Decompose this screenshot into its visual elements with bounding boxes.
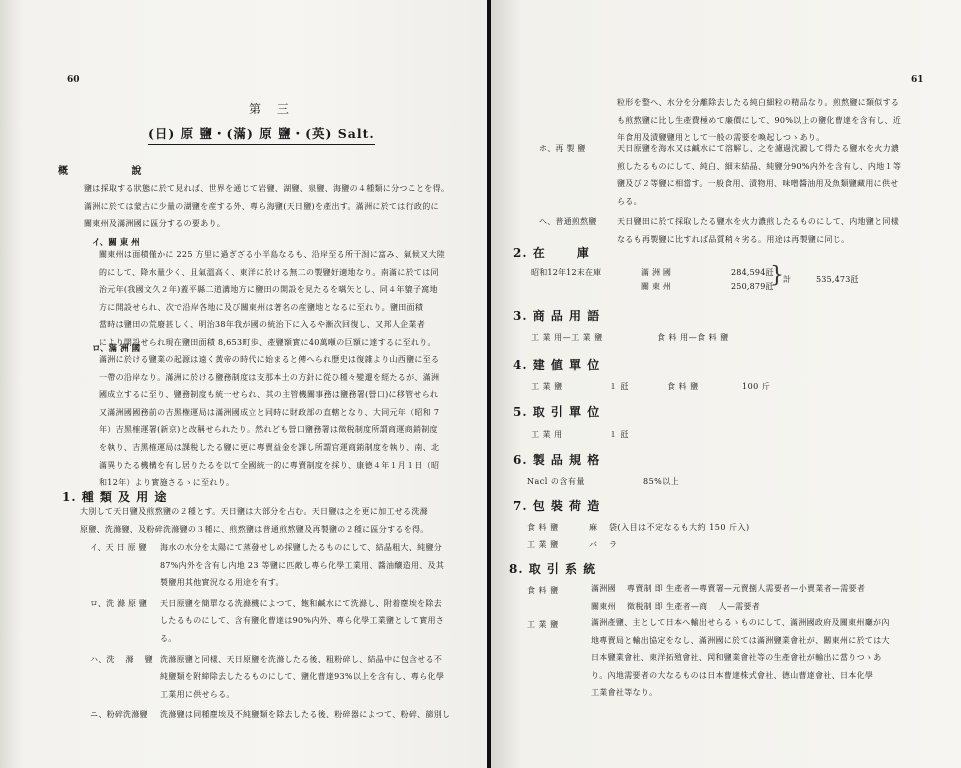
text-line: 地專賣局と輸出協定をなし、滿洲國に於ては滿洲鹽業會社が、關東州に於ては大 [591, 635, 890, 645]
type-label: ホ、再 製 鹽 [539, 144, 586, 153]
text-line: 87%内外を含有し内地 23 等鹽に匹敵し專ら化學工業用、醬油釀造用、及其 [160, 560, 445, 570]
intro-paragraph [84, 180, 482, 233]
type-description [160, 539, 482, 592]
text-line: 天日原鹽を海水又は鹹水にて溶解し、之を濾過沈澱して得たる鹽水を火力濃 [617, 144, 900, 153]
type-label: ヘ、普通煎熬鹽 [539, 217, 597, 227]
text-line: 原鹽、洗滌鹽、及粉碎洗滌鹽の３種に、煎熬鹽は普通煎熬鹽及再製鹽の２種に區分するを得。 [80, 524, 429, 534]
channel-food-text [591, 580, 951, 615]
text-line: 滿洲國 專賣制 即 生產者—專賣署—元賣捌人需要者—小賣業者—需要者 [591, 584, 866, 593]
text-line: 年食用及漬鹽鹽用として一般の需要を喚起しつゝあり。 [617, 133, 825, 143]
section-title-3: 3. 商 品 用 語 [513, 309, 601, 323]
type-description [617, 213, 947, 248]
text-line: 年）吉黑榷運署(新京)と改稱せられたり。然れども營口鹽務署は徵税制度所謂商運商銷制度 [99, 425, 438, 435]
stock-date: 昭和12年12末在庫 [531, 268, 602, 277]
text-line: したるものにして、含有鹽化曹達は90%内外、專ら化學工業鹽として實用さ [160, 616, 445, 626]
text-line: る。 [160, 633, 177, 643]
section-title-7: 7. 包 裝 荷 造 [513, 499, 601, 513]
text-line: 洗滌原鹽と同樣、天日原鹽を洗滌したる後、粗粉碎し、結晶中に包含せる不 [160, 654, 443, 664]
subheading-manshu: ロ、滿 洲 國 [92, 344, 141, 354]
stock-total-value: 535,473瓩 [816, 275, 859, 284]
text-line: 工業會社等なり。 [591, 688, 658, 698]
chapter-heading: 第 三 [249, 102, 295, 116]
price-unit-label: 食 料 鹽 [667, 382, 699, 391]
channel-food-label: 食 料 鹽 [527, 586, 559, 595]
section-heading-overview: 概 說 [58, 166, 172, 177]
continued-paragraph [617, 94, 947, 147]
spec-label: Nacl の含有量 [527, 477, 585, 486]
packing-text: バ ラ [589, 540, 618, 549]
text-line: 滿洲に於ける鹽業の起源は遠く黃帝の時代に始まると傳へられ歷史は復雜より山西鹽に至る [99, 355, 440, 364]
text-line: 滿異りたる機構を有し居りたるを以て全國統一的に專賣制度を採り、康德４年１月１日（昭 [99, 460, 440, 470]
stock-row-value: 250,879瓩 [731, 282, 774, 291]
text-line: 關東州は面積僅かに 225 方里に過ぎざる小半島なるも、沿岸至る所干潟に富み、氣候又大陸 [99, 250, 446, 259]
section-title-2: 2. 在 庫 [513, 246, 590, 260]
right-page [491, 0, 961, 768]
text-line: 國成立するに至り、鹽務制度も統一せられ、其の主管機關事務は鹽務署(營口)に移管せられ [99, 390, 439, 400]
term-industrial: 工 業 用—工 業 鹽 [531, 333, 603, 342]
text-line: 海水の水分を太陽にて蒸發せしめ採鹽したるものにして、結晶粗大、純鹽分 [160, 543, 443, 552]
text-line: 方に開設せられ、次で沿岸各地に及び關東州は著名の産鹽地となるに至れり。鹽田面積 [99, 302, 424, 312]
price-unit-value: 100 斤 [742, 382, 771, 391]
text-line: 工業用に供せらる。 [160, 689, 235, 699]
type-description [160, 651, 482, 704]
price-unit-label: 工 業 鹽 [531, 382, 563, 391]
section-title-1: 1. 種 類 及 用 途 [62, 490, 168, 504]
section-title-4: 4. 建 値 單 位 [513, 358, 601, 372]
text-line: 的にして、降水量少く、且氣溫高く、東洋に於ける無二の製鹽好適地なり。南滿に於ては同 [99, 267, 439, 277]
text-line: 鹽は採取する狀態に於て見れば、世界を通じて岩鹽、湖鹽、泉鹽、海鹽の４種類に分つことを得。 [84, 184, 450, 193]
text-line: 滿洲に於ては蒙古に少量の湖鹽を産する外、專ら海鹽(天日鹽)を產出す。滿洲に於ては行政的に [84, 201, 439, 211]
type-description [160, 595, 482, 648]
subheading-kanto: イ、關 東 州 [92, 238, 140, 248]
text-line: 一帶の沿岸なり。滿洲に於ける鹽務制度は支那本土の方針に從ひ種々變遷を經たるが、滿洲 [99, 372, 440, 382]
text-line: 當時は鹽田の荒廢甚しく、明治38年我が國の統治下に入るや漸次回復し、又邦人企業者 [99, 320, 426, 330]
type-label: ロ、洗 滌 原 鹽 [90, 598, 148, 608]
section-title-6: 6. 製 品 規 格 [513, 453, 601, 467]
stock-row-value: 284,594瓩 [731, 268, 774, 277]
text-line: なるも再製鹽に比すれば品質稍々劣る。用途は再製鹽に同じ。 [617, 234, 850, 244]
page-number: 61 [911, 75, 924, 85]
section-title-5: 5. 取 引 單 位 [513, 405, 601, 419]
text-line: 關東州及滿洲國に區分するの要あり。 [84, 219, 226, 229]
packing-label: 食 料 鹽 [527, 523, 559, 532]
type-description [160, 706, 482, 724]
packing-label: 工 業 鹽 [527, 540, 559, 549]
text-line: 大別して天日鹽及煎熬鹽の２種とす。天日鹽は大部分を占む。天日鹽は之を更に加工せる洗滌 [80, 507, 428, 516]
type-label: ハ、洗 滌 鹽 [90, 654, 153, 664]
page-number: 60 [67, 75, 80, 85]
text-line: も煎熬鹽に比し生產費極めて廉價にして、90%以上の鹽化曹達を含有し、近 [617, 115, 902, 125]
stock-row-name: 關 東 州 [641, 282, 672, 291]
text-line: 天日鹽田に於て採取したる鹽水を火力濃煎したるものにして、内地鹽と同樣 [617, 217, 900, 227]
text-line: 關東州 徵税制 即 生產者—商 人—需要者 [591, 601, 761, 611]
term-food: 食 料 用—食 料 鹽 [657, 333, 729, 342]
text-line: により開設せられ現在鹽田面積 8,653町歩、產鹽額實に40萬噸の巨額に達するに至れり。 [99, 337, 436, 347]
packing-text: 麻 袋(入目は不定なるも大約 150 斤入) [589, 523, 750, 532]
type-description [617, 140, 947, 210]
text-line: 粒形を整へ、水分を分離除去したる純白細粒の精品なり。煎熬鹽に類似する [617, 98, 900, 107]
section-title-8: 8. 取 引 系 統 [509, 562, 597, 576]
text-line: 天日原鹽を簡單なる洗滌機によつて、飽和鹹水にて洗滌し、附着塵埃を除去 [160, 598, 443, 608]
text-line: 和12年）より實施さるゝに至れり。 [99, 478, 235, 488]
spec-value: 85%以上 [643, 477, 680, 486]
text-line: 日本鹽業會社、東洋拓殖會社、岡和鹽業會社等の生產會社が輸出に當りつゝあ [591, 653, 882, 663]
text-line: 鹽及び２等鹽に相當す。一般食用、漬物用、味噌醬油用及魚類鹽藏用に供せ [617, 179, 899, 189]
text-line: 洗滌鹽は同種塵埃及不純鹽類を除去したる後、粉碎器によつて、粉碎、篩別し [160, 710, 451, 720]
text-line: 滿洲產鹽、主として日本へ輸出せらるゝものにして、滿洲國政府及關東州廳が內 [591, 618, 890, 627]
channel-industrial-text [591, 614, 951, 702]
text-line: 煎したるものにして、純白、細末結晶、純鹽分90%内外を含有し、内地１等 [617, 161, 902, 171]
stock-row-name: 滿 洲 國 [641, 268, 672, 277]
text-line: り。內地需要者の大なるものは日本曹達株式會社、德山曹達會社、日本化學 [591, 670, 874, 680]
trade-unit-label: 工 業 用 [531, 430, 563, 439]
manshu-paragraph [99, 351, 482, 492]
section-1-intro [80, 503, 482, 538]
text-line: 又滿洲國國務前の吉黑権運局は滿洲國成立と同時に財政部の直轄となり、大同元年（昭和 7 [99, 407, 440, 417]
channel-industrial-label: 工 業 鹽 [527, 620, 559, 629]
chapter-title: (日) 原 鹽・(滿) 原 鹽・(英) Salt. [148, 124, 375, 145]
price-unit-value: １ 瓩 [609, 382, 630, 391]
type-label: ニ、粉碎洗滌鹽 [90, 710, 148, 720]
text-line: 製鹽用其他實況なる用途を有す。 [160, 578, 284, 588]
brace-icon: } [770, 263, 784, 288]
trade-unit-value: １ 瓩 [609, 430, 630, 439]
type-label: イ、天 日 原 鹽 [90, 543, 147, 552]
text-line: 治元年(我國文久２年)蓋平縣二道溝地方に鹽田の開設を見たるを嚆矢とし、同４年貔子窩地 [99, 285, 438, 295]
text-line: 純鹽類を附締除去したるものにして、鹽化曹達93%以上を含有し、專ら化學 [160, 672, 445, 682]
kanto-paragraph [99, 246, 482, 352]
text-line: を執り、吉黑榷運局は課税したる鹽に更に專賣益金を課し所謂官運商銷制度を執り、南、北 [99, 442, 440, 452]
text-line: らる。 [617, 196, 642, 206]
stock-total-label: 計 [783, 275, 792, 284]
